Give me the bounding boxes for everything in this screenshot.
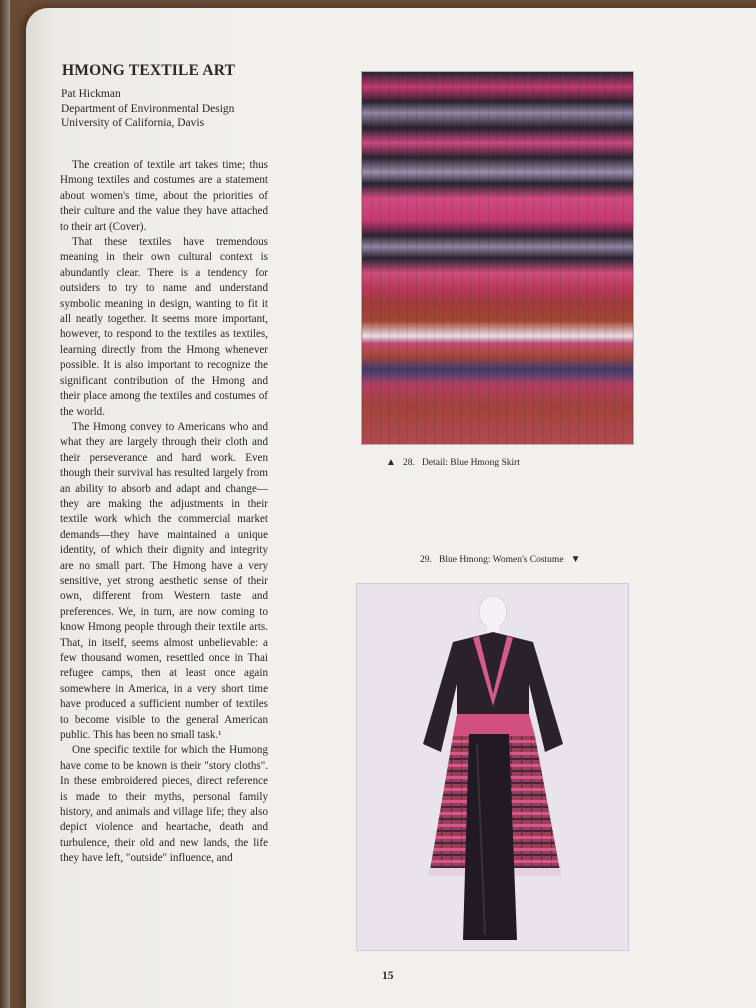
body-paragraph: One specific textile for which the Humong have come to be known is their "story cloths". In these embroidered pieces, direct reference is made to their myths, personal family history, and animals and village life; they also depict violence and heartache, death and turbulence, their old and new lands, the life they have left, "outside" influence, and: [60, 744, 268, 865]
costume-illustration: [357, 584, 628, 950]
body-paragraph: That these textiles have tremendous meaning in their own cultural context is abundantly clear. There is a tendency for outsiders to try to name and understand symbolic meaning in design, wanting to fit it all neatly together. It seems more important, however, to respond to the textiles as textiles, learning directly from the Hmong whenever possible. It is also important to recognize the significant contribution of the Hmong and their place among the textiles and costumes of the world.: [60, 236, 268, 418]
author-block: [61, 87, 234, 131]
triangle-down-icon: ▼: [570, 554, 581, 565]
figure-28-number: 28.: [403, 458, 415, 468]
book-spine: [0, 0, 10, 1008]
triangle-up-icon: ▲: [386, 457, 396, 468]
figure-29-text: Blue Hmong: Women's Costume: [439, 555, 564, 565]
author-department: Department of Environmental Design: [61, 102, 235, 115]
body-paragraph: The creation of textile art takes time; thus Hmong textiles and costumes are a statement about women's time, about the priorities of their culture and the value they have attached to their art (Cover).: [60, 159, 268, 233]
figure-28-text: Detail: Blue Hmong Skirt: [422, 458, 520, 468]
page-number: 15: [382, 970, 394, 982]
figure-29-costume-photo: [356, 583, 629, 951]
article-body: [60, 158, 268, 867]
figure-29-number: 29.: [420, 555, 432, 565]
figure-28-skirt-photo: [361, 71, 634, 445]
author-name: Pat Hickman: [61, 88, 121, 100]
author-university: University of California, Davis: [61, 117, 205, 129]
figure-28-caption: [386, 457, 520, 468]
article-title: HMONG TEXTILE ART: [62, 62, 236, 79]
figure-29-caption: [420, 554, 581, 565]
body-paragraph: The Hmong convey to Americans who and what they are largely through their cloth and their perseverance and hard work. Even though their survival has resulted largely from an ability to absorb and adapt and change—they are making the adjustments in their textile work which the commercial market demands—they have maintained a unique identity, of which their dignity and integrity are no small part. The Hmong have a very sensitive, yet strong aesthetic sense of their own, different from Western taste and preferences. We, in turn, are now coming to know Hmong people through their textile arts. That, in itself, seems almost unbelievable: a few thousand women, resettled once in Thai refugee camps, then at least once again somewhere in America, in a very short time have produced a sufficient number of textiles to become visible to the general American public. This has been no small task.¹: [60, 420, 268, 742]
